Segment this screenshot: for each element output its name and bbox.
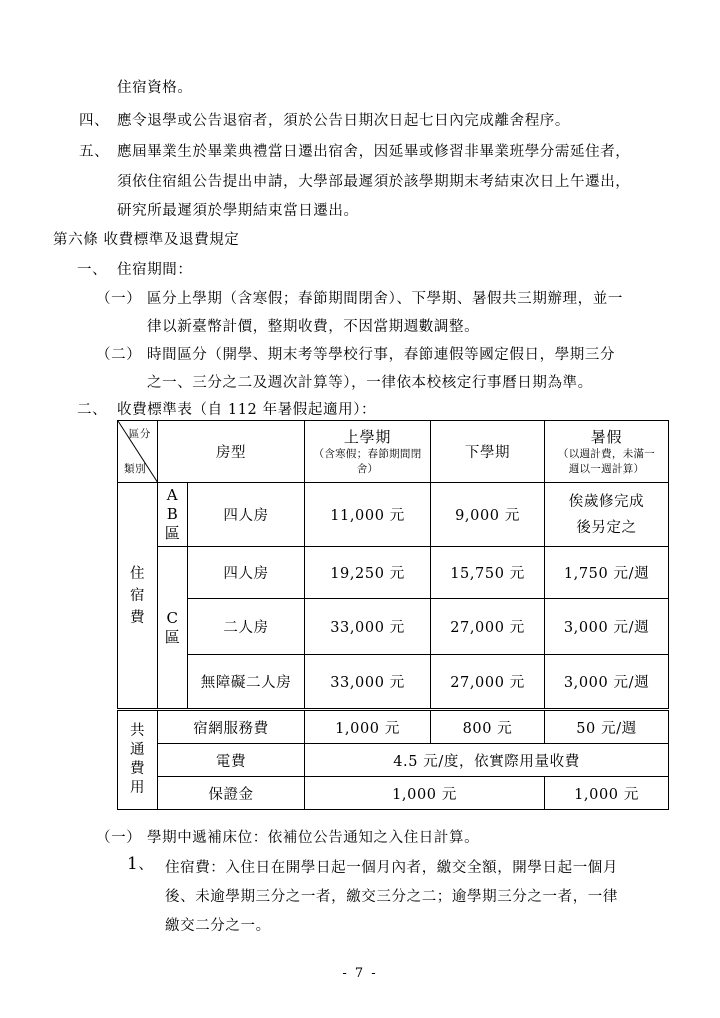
- table-header-row: [118, 421, 669, 483]
- room-type-cell: 四人房: [188, 483, 305, 547]
- item-5-line-1: 應屆畢業生於畢業典禮當日遷出宿舍，因延畢或修習非畢業班學分需延住者，: [117, 144, 631, 160]
- item-5-line-2: 須依住宿組公告提出申請，大學部最遲須於該學期期末考結束次日上午遷出，: [117, 174, 631, 190]
- page-number: - 7 -: [342, 966, 378, 981]
- first-semester-fee-cell: 19,250 元: [305, 547, 431, 599]
- corner-top-label: 區分: [128, 428, 151, 440]
- summer-fee-cell: 3,000 元/週: [545, 599, 669, 655]
- section-2-marker: 二、: [77, 402, 108, 418]
- section-1-title: 住宿期間：: [117, 262, 193, 278]
- second-semester-fee-cell: 27,000 元: [431, 655, 545, 710]
- header-second-semester: 下學期: [431, 421, 545, 483]
- room-type-cell: 四人房: [188, 547, 305, 599]
- corner-cell: [118, 421, 158, 483]
- header-summer-note: （以週計費，未滿一週以一週計算）: [557, 448, 656, 475]
- subsection-2-line-1: 時間區分（開學、期末考等學校行事，春節連假等國定假日，學期三分: [147, 347, 616, 363]
- section-1-marker: 一、: [77, 262, 108, 278]
- fee-table: [117, 420, 669, 810]
- item-4-marker: 四、: [79, 113, 110, 129]
- subsection-1-line-2: 律以新臺幣計價，整期收費，不因當期週數調整。: [147, 319, 480, 335]
- item-1-number: 1: [127, 854, 139, 874]
- table-row: [118, 744, 669, 777]
- second-semester-fee-cell: 15,750 元: [431, 547, 545, 599]
- item-1-line-1: 住宿費：入住日在開學日起一個月內者，繳交全額，開學日起一個月: [165, 860, 618, 876]
- item-5-marker: 五、: [79, 144, 110, 160]
- group-common-fee-label: 共通費用: [129, 723, 146, 796]
- subsection-1-marker: （一）: [96, 291, 142, 307]
- item-5-line-3: 研究所最遲須於學期結束當日遷出。: [117, 203, 359, 219]
- first-semester-fee-cell: 11,000 元: [305, 483, 431, 547]
- table-row: [118, 599, 669, 655]
- section-2-title: 收費標準表（自 112 年暑假起適用）：: [117, 402, 377, 418]
- electricity-fee-value: 4.5 元/度，依實際用量收費: [305, 744, 669, 777]
- header-room-type: 房型: [158, 421, 305, 483]
- header-first-semester-note: （含寒假；春節期間閉舍）: [313, 448, 422, 475]
- network-fee-first-semester: 1,000 元: [305, 710, 431, 744]
- first-semester-fee-cell: 33,000 元: [305, 655, 431, 710]
- continuation-text: 住宿資格。: [117, 80, 193, 96]
- item-1-line-3: 繳交二分之一。: [165, 918, 271, 934]
- header-summer-label: 暑假: [590, 428, 623, 446]
- summer-fee-cell: 3,000 元/週: [545, 655, 669, 710]
- deposit-summer: 1,000 元: [545, 777, 669, 810]
- group-common-fee: [118, 710, 158, 810]
- zone-ab-label: AB區: [164, 486, 181, 542]
- header-first-semester-label: 上學期: [343, 428, 392, 446]
- network-fee-second-semester: 800 元: [431, 710, 545, 744]
- network-fee-label: 宿網服務費: [158, 710, 305, 744]
- room-type-cell: 二人房: [188, 599, 305, 655]
- header-summer: [545, 421, 669, 483]
- zone-c-label: C區: [164, 608, 181, 646]
- room-type-cell: 無障礙二人房: [188, 655, 305, 710]
- table-row: [118, 655, 669, 710]
- subsection-1-line-1: 區分上學期（含寒假；春節期間閉舍）、下學期、暑假共三期辦理，並一: [147, 291, 623, 307]
- item-4-text: 應令退學或公告退宿者，須於公告日期次日起七日內完成離舍程序。: [117, 113, 570, 129]
- header-first-semester: [305, 421, 431, 483]
- table-row: [118, 777, 669, 810]
- corner-bottom-label: 類別: [124, 463, 147, 475]
- item-1-separator: 、: [138, 857, 154, 873]
- second-semester-fee-cell: 27,000 元: [431, 599, 545, 655]
- item-1-marker: [127, 853, 154, 874]
- electricity-fee-label: 電費: [158, 744, 305, 777]
- deposit-label: 保證金: [158, 777, 305, 810]
- article-6-heading: 第六條 收費標準及退費規定: [53, 232, 240, 248]
- subsection-2-marker: （二）: [96, 347, 142, 363]
- subsection-mid-term-text: 學期中遞補床位：依補位公告通知之入住日計算。: [147, 830, 480, 846]
- table-row: [118, 547, 669, 599]
- deposit-semesters: 1,000 元: [305, 777, 545, 810]
- summer-fee-cell: [545, 483, 669, 547]
- summer-fee-cell: 1,750 元/週: [545, 547, 669, 599]
- subsection-mid-term-marker: （一）: [96, 830, 142, 846]
- table-row: [118, 710, 669, 744]
- table-row: [118, 483, 669, 547]
- second-semester-fee-cell: 9,000 元: [431, 483, 545, 547]
- group-lodging-fee-label: 住宿費: [129, 565, 146, 626]
- zone-ab: [158, 483, 188, 547]
- first-semester-fee-cell: 33,000 元: [305, 599, 431, 655]
- network-fee-summer: 50 元/週: [545, 710, 669, 744]
- subsection-2-line-2: 之一、三分之二及週次計算等），一律依本校核定行事曆日期為準。: [147, 375, 593, 391]
- group-lodging-fee: [118, 483, 158, 710]
- zone-c: [158, 547, 188, 710]
- summer-fee-note: 俟歲修完成後另定之: [568, 493, 645, 536]
- item-1-line-2: 後、未逾學期三分之一者，繳交三分之二；逾學期三分之一者，一律: [165, 889, 618, 905]
